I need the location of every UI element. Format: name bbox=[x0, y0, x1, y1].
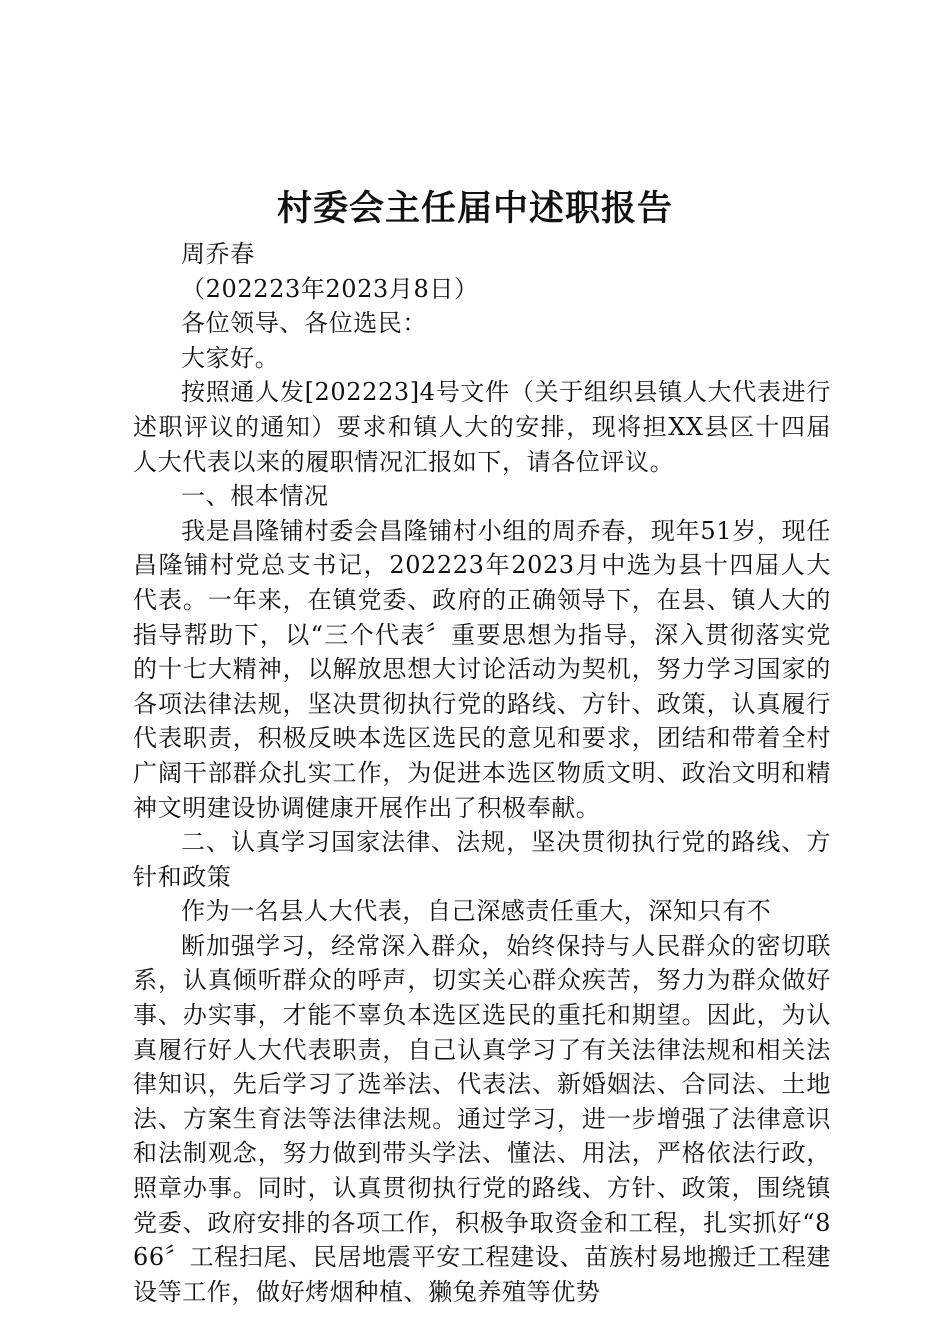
document-body bbox=[133, 237, 831, 1309]
section-2-paragraph-cont: 断加强学习，经常深入群众，始终保持与人民群众的密切联系，认真倾听群众的呼声，切实关心群众疾苦，努力为群众做好事、办实事，才能不辜负本选区选民的重托和期望。因此，为认真履行好人大代表职责，自己认真学习了有关法律法规和相关法律知识，先后学习了选举法、代表法、新婚姻法、合同法、土地法、方案生育法等法律法规。通过学习，进一步增强了法律意识和法制观念，努力做到带头学法、懂法、用法，严格依法行政，照章办事。同时，认真贯彻执行党的路线、方针、政策，围绕镇党委、政府安排的各项工作，积极争取资金和工程，扎实抓好“866〞工程扫尾、民居地震平安工程建设、苗族村易地搬迁工程建设等工作，做好烤烟种植、獭兔养殖等优势 bbox=[133, 931, 831, 1306]
intro-paragraph: 按照通人发[202223]4号文件（关于组织县镇人大代表进行述职评议的通知）要求和镇人大的安排，现将担XX县区十四届人大代表以来的履职情况汇报如下，请各位评议。 bbox=[133, 378, 831, 476]
salutation: 各位领导、各位选民： bbox=[181, 309, 427, 338]
section-heading-2: 二、认真学习国家法律、法规，坚决贯彻执行党的路线、方针和政策 bbox=[133, 828, 831, 891]
document-title: 村委会主任届中述职报告 bbox=[276, 189, 673, 229]
greeting: 大家好。 bbox=[181, 343, 280, 372]
author-line: 周乔春 bbox=[181, 240, 255, 268]
date-line: （202223年2023月8日） bbox=[181, 274, 479, 303]
section-heading-1: 一、根本情况 bbox=[181, 482, 329, 511]
section-1-paragraph: 我是昌隆铺村委会昌隆铺村小组的周乔春，现年51岁，现任昌隆铺村党总支书记，202223年2023月中选为县十四届人大代表。一年来，在镇党委、政府的正确领导下，在县、镇人大的指导帮助下，以“三个代表〞重要思想为指导，深入贯彻落实党的十七大精神，以解放思想大讨论活动为契机，努力学习国家的各项法律法规，坚决贯彻执行党的路线、方针、政策，认真履行代表职责，积极反映本选区选民的意见和要求，团结和带着全村广阔干部群众扎实工作，为促进本选区物质文明、政治文明和精神文明建设协调健康开展作出了积极奉献。 bbox=[133, 516, 831, 822]
section-2-paragraph-start: 作为一名县人大代表，自己深感责任重大，深知只有不 bbox=[181, 897, 772, 926]
